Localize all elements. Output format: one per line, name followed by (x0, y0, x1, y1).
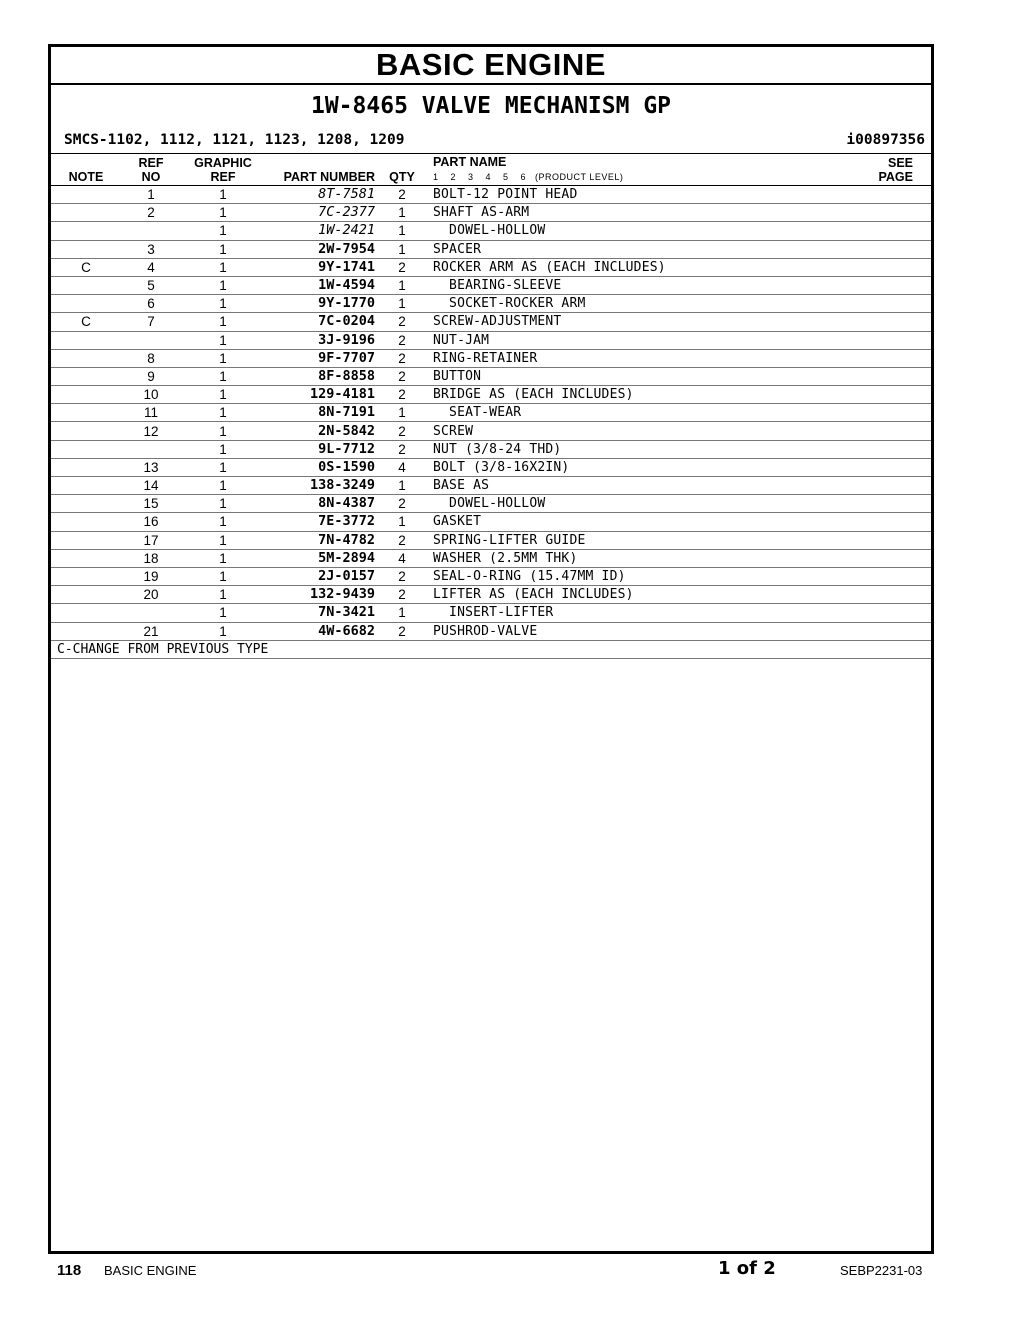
qty-cell: 1 (383, 477, 421, 495)
qty-cell: 1 (383, 295, 421, 313)
table-row (51, 276, 931, 294)
part-number-cell: 9F-7707 (265, 349, 383, 367)
col-ref-no: REF NO (121, 154, 181, 186)
part-name-cell: SEAT-WEAR (421, 404, 831, 422)
table-row (51, 258, 931, 276)
graphic-ref-cell: 1 (181, 440, 265, 458)
part-name-cell: SPACER (421, 240, 831, 258)
part-name-cell: SCREW (421, 422, 831, 440)
qty-cell: 2 (383, 622, 421, 640)
col-graphic-ref: GRAPHIC REF (181, 154, 265, 186)
part-name-cell: SOCKET-ROCKER ARM (421, 295, 831, 313)
note-cell (51, 186, 121, 204)
part-name-cell: NUT-JAM (421, 331, 831, 349)
parts-table (51, 154, 931, 641)
part-number-cell: 9Y-1741 (265, 258, 383, 276)
see-page-cell (831, 604, 931, 622)
note-cell (51, 604, 121, 622)
table-row (51, 458, 931, 476)
see-page-cell (831, 404, 931, 422)
graphic-ref-cell: 1 (181, 586, 265, 604)
qty-cell: 2 (383, 422, 421, 440)
table-row (51, 222, 931, 240)
see-page-cell (831, 549, 931, 567)
table-row (51, 604, 931, 622)
graphic-ref-cell: 1 (181, 622, 265, 640)
part-number-cell: 2J-0157 (265, 567, 383, 585)
ref-no-cell: 7 (121, 313, 181, 331)
note-cell (51, 295, 121, 313)
table-row (51, 477, 931, 495)
table-row (51, 204, 931, 222)
note-cell: C (51, 258, 121, 276)
ref-no-cell (121, 604, 181, 622)
see-page-cell (831, 458, 931, 476)
qty-cell: 1 (383, 276, 421, 294)
ref-no-cell: 9 (121, 367, 181, 385)
see-page-cell (831, 331, 931, 349)
graphic-ref-cell: 1 (181, 204, 265, 222)
table-row (51, 367, 931, 385)
qty-cell: 2 (383, 531, 421, 549)
graphic-ref-cell: 1 (181, 567, 265, 585)
see-page-cell (831, 586, 931, 604)
see-page-cell (831, 295, 931, 313)
part-number-cell: 132-9439 (265, 586, 383, 604)
ref-no-cell: 18 (121, 549, 181, 567)
see-page-cell (831, 204, 931, 222)
table-row (51, 513, 931, 531)
qty-cell: 1 (383, 240, 421, 258)
note-cell (51, 531, 121, 549)
ref-no-cell: 14 (121, 477, 181, 495)
qty-cell: 2 (383, 331, 421, 349)
table-row (51, 186, 931, 204)
part-name-cell: GASKET (421, 513, 831, 531)
col-part-name: PART NAME 1 2 3 4 5 6 (PRODUCT LEVEL) (421, 154, 831, 186)
part-number-cell: 3J-9196 (265, 331, 383, 349)
smcs-codes: SMCS-1102, 1112, 1121, 1123, 1208, 1209 (64, 132, 405, 148)
illustration-id: i00897356 (846, 132, 925, 148)
see-page-cell (831, 495, 931, 513)
note-cell (51, 567, 121, 585)
note-cell (51, 513, 121, 531)
qty-cell: 2 (383, 495, 421, 513)
part-name-cell: WASHER (2.5MM THK) (421, 549, 831, 567)
ref-no-cell: 17 (121, 531, 181, 549)
qty-cell: 2 (383, 258, 421, 276)
table-row (51, 331, 931, 349)
ref-no-cell: 5 (121, 276, 181, 294)
note-cell (51, 440, 121, 458)
see-page-cell (831, 422, 931, 440)
table-row (51, 386, 931, 404)
graphic-ref-cell: 1 (181, 240, 265, 258)
part-number-cell: 1W-2421 (265, 222, 383, 240)
qty-cell: 2 (383, 586, 421, 604)
qty-cell: 2 (383, 313, 421, 331)
ref-no-cell: 11 (121, 404, 181, 422)
table-row (51, 404, 931, 422)
part-name-cell: BASE AS (421, 477, 831, 495)
table-row (51, 531, 931, 549)
part-name-cell: PUSHROD-VALVE (421, 622, 831, 640)
table-row (51, 422, 931, 440)
document-number: SEBP2231-03 (840, 1263, 923, 1278)
part-number-cell: 2W-7954 (265, 240, 383, 258)
ref-no-cell: 12 (121, 422, 181, 440)
qty-cell: 1 (383, 204, 421, 222)
qty-cell: 4 (383, 549, 421, 567)
note-cell (51, 240, 121, 258)
see-page-cell (831, 222, 931, 240)
see-page-cell (831, 349, 931, 367)
qty-cell: 2 (383, 367, 421, 385)
note-cell: C (51, 313, 121, 331)
part-name-cell: DOWEL-HOLLOW (421, 495, 831, 513)
ref-no-cell: 10 (121, 386, 181, 404)
section-title: BASIC ENGINE (51, 47, 931, 85)
part-number-cell: 129-4181 (265, 386, 383, 404)
ref-no-cell: 15 (121, 495, 181, 513)
part-number-cell: 7N-4782 (265, 531, 383, 549)
see-page-cell (831, 186, 931, 204)
part-number-cell: 0S-1590 (265, 458, 383, 476)
graphic-ref-cell: 1 (181, 549, 265, 567)
graphic-ref-cell: 1 (181, 222, 265, 240)
note-cell (51, 331, 121, 349)
ref-no-cell: 6 (121, 295, 181, 313)
graphic-ref-cell: 1 (181, 604, 265, 622)
table-row (51, 440, 931, 458)
part-name-cell: LIFTER AS (EACH INCLUDES) (421, 586, 831, 604)
table-body (51, 186, 931, 641)
part-name-cell: INSERT-LIFTER (421, 604, 831, 622)
note-cell (51, 276, 121, 294)
footer-section-name: BASIC ENGINE (104, 1263, 197, 1278)
table-row (51, 495, 931, 513)
page-of-indicator: 1 of 2 (718, 1258, 776, 1279)
qty-cell: 2 (383, 440, 421, 458)
see-page-cell (831, 531, 931, 549)
note-cell (51, 404, 121, 422)
part-name-cell: BUTTON (421, 367, 831, 385)
qty-cell: 2 (383, 349, 421, 367)
graphic-ref-cell: 1 (181, 513, 265, 531)
qty-cell: 1 (383, 604, 421, 622)
part-name-cell: BEARING-SLEEVE (421, 276, 831, 294)
table-header (51, 154, 931, 186)
graphic-ref-cell: 1 (181, 331, 265, 349)
ref-no-cell (121, 222, 181, 240)
table-row (51, 567, 931, 585)
note-cell (51, 422, 121, 440)
graphic-ref-cell: 1 (181, 531, 265, 549)
table-row (51, 586, 931, 604)
ref-no-cell: 19 (121, 567, 181, 585)
table-row (51, 622, 931, 640)
ref-no-cell (121, 440, 181, 458)
part-name-cell: RING-RETAINER (421, 349, 831, 367)
note-cell (51, 386, 121, 404)
note-cell (51, 549, 121, 567)
note-cell (51, 367, 121, 385)
ref-no-cell: 8 (121, 349, 181, 367)
see-page-cell (831, 258, 931, 276)
part-name-cell: DOWEL-HOLLOW (421, 222, 831, 240)
ref-no-cell: 2 (121, 204, 181, 222)
qty-cell: 1 (383, 513, 421, 531)
part-name-cell: BOLT (3/8-16X2IN) (421, 458, 831, 476)
table-row (51, 313, 931, 331)
qty-cell: 1 (383, 404, 421, 422)
see-page-cell (831, 622, 931, 640)
part-number-cell: 8N-4387 (265, 495, 383, 513)
ref-no-cell: 21 (121, 622, 181, 640)
qty-cell: 2 (383, 386, 421, 404)
note-cell (51, 349, 121, 367)
see-page-cell (831, 240, 931, 258)
graphic-ref-cell: 1 (181, 295, 265, 313)
note-cell (51, 222, 121, 240)
ref-no-cell: 13 (121, 458, 181, 476)
part-number-cell: 7C-0204 (265, 313, 383, 331)
ref-no-cell: 20 (121, 586, 181, 604)
part-number-cell: 9L-7712 (265, 440, 383, 458)
note-cell (51, 622, 121, 640)
note-cell (51, 586, 121, 604)
col-part-number: PART NUMBER (265, 154, 383, 186)
part-number-cell: 138-3249 (265, 477, 383, 495)
graphic-ref-cell: 1 (181, 367, 265, 385)
qty-cell: 1 (383, 222, 421, 240)
graphic-ref-cell: 1 (181, 458, 265, 476)
part-name-cell: SEAL-O-RING (15.47MM ID) (421, 567, 831, 585)
see-page-cell (831, 513, 931, 531)
col-qty: QTY (383, 154, 421, 186)
ref-no-cell: 16 (121, 513, 181, 531)
ref-no-cell: 1 (121, 186, 181, 204)
see-page-cell (831, 477, 931, 495)
part-number-cell: 8T-7581 (265, 186, 383, 204)
table-row (51, 240, 931, 258)
part-number-cell: 1W-4594 (265, 276, 383, 294)
ref-no-cell: 3 (121, 240, 181, 258)
part-number-cell: 8F-8858 (265, 367, 383, 385)
page-frame (48, 44, 934, 1254)
col-see-page: SEE PAGE (831, 154, 931, 186)
col-note: NOTE (51, 154, 121, 186)
qty-cell: 4 (383, 458, 421, 476)
graphic-ref-cell: 1 (181, 495, 265, 513)
ref-no-cell (121, 331, 181, 349)
graphic-ref-cell: 1 (181, 404, 265, 422)
qty-cell: 2 (383, 186, 421, 204)
note-cell (51, 477, 121, 495)
graphic-ref-cell: 1 (181, 313, 265, 331)
part-name-cell: NUT (3/8-24 THD) (421, 440, 831, 458)
part-number-cell: 7E-3772 (265, 513, 383, 531)
table-row (51, 349, 931, 367)
see-page-cell (831, 313, 931, 331)
table-row (51, 295, 931, 313)
group-title: 1W-8465 VALVE MECHANISM GP (310, 93, 672, 119)
note-cell (51, 458, 121, 476)
part-number-cell: 5M-2894 (265, 549, 383, 567)
part-name-cell: BRIDGE AS (EACH INCLUDES) (421, 386, 831, 404)
part-name-cell: ROCKER ARM AS (EACH INCLUDES) (421, 258, 831, 276)
qty-cell: 2 (383, 567, 421, 585)
graphic-ref-cell: 1 (181, 276, 265, 294)
see-page-cell (831, 367, 931, 385)
part-number-cell: 7C-2377 (265, 204, 383, 222)
see-page-cell (831, 567, 931, 585)
part-number-cell: 2N-5842 (265, 422, 383, 440)
page-footer (0, 1256, 1020, 1286)
note-cell (51, 495, 121, 513)
ref-no-cell: 4 (121, 258, 181, 276)
graphic-ref-cell: 1 (181, 186, 265, 204)
see-page-cell (831, 386, 931, 404)
part-name-cell: SHAFT AS-ARM (421, 204, 831, 222)
graphic-ref-cell: 1 (181, 258, 265, 276)
part-number-cell: 7N-3421 (265, 604, 383, 622)
see-page-cell (831, 440, 931, 458)
graphic-ref-cell: 1 (181, 349, 265, 367)
table-row (51, 549, 931, 567)
graphic-ref-cell: 1 (181, 422, 265, 440)
graphic-ref-cell: 1 (181, 477, 265, 495)
part-number-cell: 9Y-1770 (265, 295, 383, 313)
part-name-cell: SCREW-ADJUSTMENT (421, 313, 831, 331)
smcs-row (51, 127, 931, 154)
see-page-cell (831, 276, 931, 294)
part-name-cell: BOLT-12 POINT HEAD (421, 186, 831, 204)
product-levels: 1 2 3 4 5 6 (PRODUCT LEVEL) (433, 172, 624, 182)
part-name-cell: SPRING-LIFTER GUIDE (421, 531, 831, 549)
page-number: 118 (57, 1262, 82, 1279)
note-cell (51, 204, 121, 222)
part-number-cell: 4W-6682 (265, 622, 383, 640)
graphic-ref-cell: 1 (181, 386, 265, 404)
footnote: C-CHANGE FROM PREVIOUS TYPE (51, 641, 931, 659)
part-number-cell: 8N-7191 (265, 404, 383, 422)
